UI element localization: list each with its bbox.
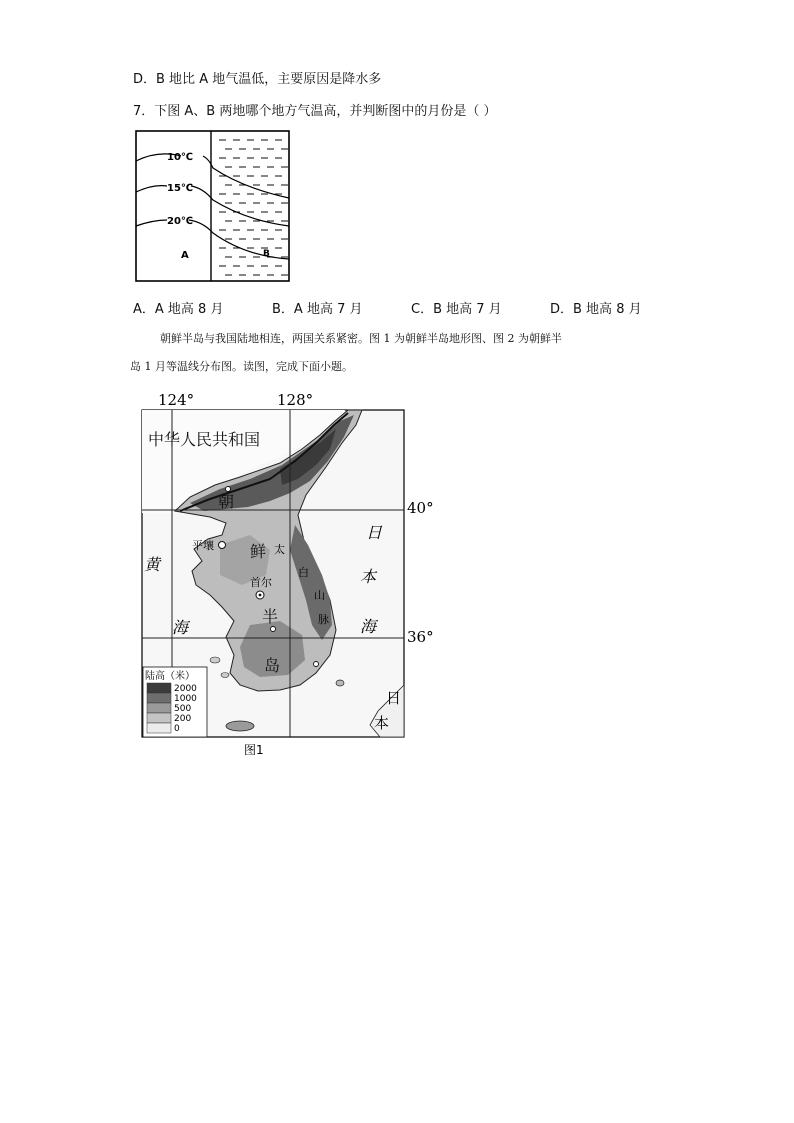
legend-swatch: [147, 723, 171, 733]
q7-option-d[interactable]: D．B 地高 8 月: [550, 302, 642, 317]
label-mountain-2: 白: [298, 566, 309, 579]
q7-option-a[interactable]: A．A 地高 8 月: [133, 302, 224, 317]
passage-line-1: 朝鲜半岛与我国陆地相连，两国关系紧密。图 1 为朝鲜半岛地形图、图 2 为朝鲜半: [160, 332, 562, 345]
city-pyongyang-label: 平壤: [192, 539, 214, 552]
label-peninsula-3: 半: [262, 607, 279, 626]
isotherm-label-10: 10℃: [167, 152, 194, 163]
label-yellow-sea-2: 海: [172, 618, 189, 637]
label-mountain-1: 太: [274, 543, 285, 556]
point-b-label: B: [263, 249, 270, 259]
legend-level-label: 200: [174, 714, 192, 724]
point-a-label: A: [181, 250, 189, 261]
label-peninsula-4: 岛: [264, 656, 281, 675]
label-japan-sea-3: 海: [360, 617, 377, 636]
q6-option-d: D．B 地比 A 地气温低，主要原因是降水多: [133, 72, 382, 87]
legend-title: 陆高（米）: [145, 671, 195, 682]
q7-stem: 7．下图 A、B 两地哪个地方气温高，并判断图中的月份是（ ）: [133, 104, 497, 119]
label-china: 中华人民共和国: [148, 430, 261, 449]
label-japan-sea-1: 日: [366, 523, 383, 542]
lon-label-124: 124°: [158, 391, 195, 409]
isotherm-label-15: 15℃: [167, 183, 194, 194]
label-mountain-4: 脉: [318, 613, 329, 626]
korea-terrain-map: [130, 385, 450, 765]
q7-option-c[interactable]: C．B 地高 7 月: [411, 302, 502, 317]
city-pyongyang-marker: [219, 542, 226, 549]
label-japan-1: 日: [386, 689, 402, 707]
label-japan-sea-2: 本: [360, 567, 377, 586]
lon-label-128: 128°: [277, 391, 314, 409]
label-peninsula-1: 朝: [218, 492, 235, 511]
label-peninsula-2: 鲜: [250, 542, 267, 561]
lat-label-36: 36°: [407, 628, 434, 646]
legend-level-label: 0: [174, 724, 180, 734]
figure-caption: 图1: [244, 743, 264, 757]
label-mountain-3: 山: [314, 589, 325, 602]
legend-level-label: 2000: [174, 684, 197, 694]
passage-line-2: 岛 1 月等温线分布图。读图，完成下面小题。: [130, 360, 353, 373]
label-yellow-sea-1: 黄: [144, 555, 161, 574]
q7-option-b[interactable]: B．A 地高 7 月: [272, 302, 363, 317]
legend-swatch: [147, 693, 171, 703]
lat-label-40: 40°: [407, 499, 434, 517]
legend-swatch: [147, 713, 171, 723]
isotherm-diagram: [133, 128, 293, 283]
q7-options: [133, 298, 642, 317]
legend-swatch: [147, 703, 171, 713]
legend-level-label: 500: [174, 704, 192, 714]
legend-swatch: [147, 683, 171, 693]
city-seoul-label: 首尔: [250, 576, 272, 589]
isotherm-label-20: 20℃: [167, 216, 194, 227]
label-japan-2: 本: [374, 714, 390, 732]
legend-level-label: 1000: [174, 694, 197, 704]
